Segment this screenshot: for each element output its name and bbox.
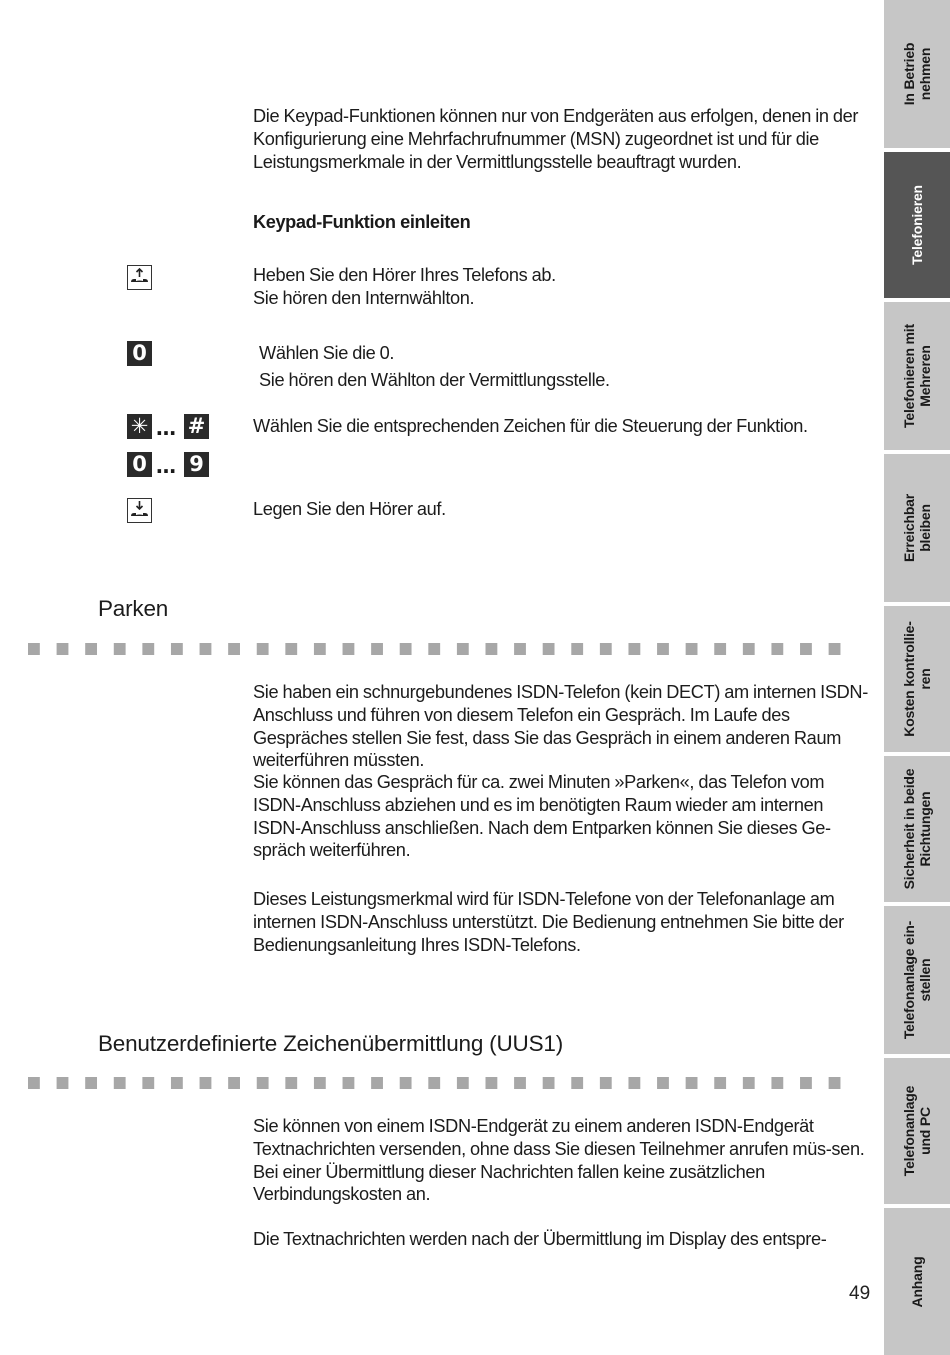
tab-label: Telefonieren — [909, 185, 925, 265]
section-title-uus1: Benutzerdefinierte Zeichenübermittlung (UUS1) — [98, 1031, 563, 1056]
tab-telefonieren-mit-mehreren[interactable] — [884, 302, 950, 450]
uus1-paragraph-2: Die Textnachrichten werden nach der Übermittlung im Display des entspre- — [253, 1229, 827, 1249]
parken-paragraph-2: Sie können das Gespräch für ca. zwei Minuten »Parken«, das Telefon vom ISDN-Anschluss abziehen und es im benötigten Raum wieder am internen ISDN-Anschluss anschließen. Nach dem Entparken können Sie dieses Ge-spräch weiterführen. — [253, 772, 831, 861]
tab-telefonieren[interactable] — [884, 152, 950, 298]
page-number: 49 — [849, 1283, 871, 1304]
step-lift-text: Heben Sie den Hörer Ihres Telefons ab. — [253, 265, 556, 285]
step-keys-text: Wählen Sie die entsprechenden Zeichen für die Steuerung der Funktion. — [253, 416, 808, 436]
tab-label: In Betrieb nehmen — [901, 42, 933, 106]
key-0-icon: 0 — [127, 341, 152, 366]
key-hash-icon: # — [184, 414, 209, 439]
tab-kosten-kontrollieren[interactable] — [884, 606, 950, 752]
tab-label: Kosten kontrollie- ren — [901, 621, 933, 737]
keypad-heading: Keypad-Funktion einleiten — [253, 212, 471, 232]
tab-telefonanlage-einstellen[interactable] — [884, 906, 950, 1054]
tab-anhang[interactable] — [884, 1208, 950, 1355]
section-divider — [28, 643, 848, 655]
tab-sicherheit[interactable] — [884, 756, 950, 902]
key-range-ellipsis: … — [156, 454, 175, 478]
intro-paragraph: Die Keypad-Funktionen können nur von Endgeräten aus erfolgen, denen in der Konfigurierung eine Mehrfachrufnummer (MSN) zugeordnet ist und für die Leistungsmerkmale in der Vermittlungsstelle beauftragt wurden. — [253, 106, 859, 172]
key-range-ellipsis: … — [156, 416, 175, 440]
step-dial-zero-text: Wählen Sie die 0. — [259, 343, 395, 363]
tab-label: Erreichbar bleiben — [901, 493, 933, 563]
section-title-parken: Parken — [98, 596, 169, 621]
tab-label: Telefonieren mit Mehreren — [901, 324, 933, 428]
step-dial-zero-text-2: Sie hören den Wählton der Vermittlungsstelle. — [259, 370, 610, 390]
tab-label: Sicherheit in beide Richtungen — [901, 768, 933, 890]
section-divider — [28, 1077, 848, 1089]
parken-paragraph-1: Sie haben ein schnurgebundenes ISDN-Telefon (kein DECT) am internen ISDN-Anschluss und führen von diesem Telefon ein Gespräch. Im Laufe des Gespräches stellen Sie fest, dass Sie das Gespräch in einem anderen Raum weiterführen müssten. — [253, 682, 868, 771]
uus1-paragraph-1: Sie können von einem ISDN-Endgerät zu einem anderen ISDN-Endgerät Textnachrichten versenden, ohne dass Sie diesen Teilnehmer anrufen müs-sen. Bei einer Übermittlung dieser Nachrichten fallen keine zusätzlichen Verbindungskosten an. — [253, 1116, 865, 1205]
parken-paragraph-3: Dieses Leistungsmerkmal wird für ISDN-Telefone von der Telefonanlage am internen ISDN-Anschluss unterstützt. Die Bedienung entnehmen Sie bitte der Bedienungsanleitung Ihres ISDN-Telefons. — [253, 889, 844, 955]
tab-in-betrieb-nehmen[interactable] — [884, 0, 950, 148]
handset-replace-icon — [127, 498, 152, 523]
key-9-icon: 9 — [184, 452, 209, 477]
chapter-tab-sidebar — [884, 0, 950, 1355]
tab-telefonanlage-und-pc[interactable] — [884, 1058, 950, 1204]
tab-label: Anhang — [909, 1256, 925, 1307]
tab-label: Telefonanlage ein- stellen — [901, 920, 933, 1040]
key-0-icon: 0 — [127, 452, 152, 477]
step-hangup-text: Legen Sie den Hörer auf. — [253, 499, 446, 519]
tab-label: Telefonanlage und PC — [901, 1085, 933, 1177]
tab-erreichbar-bleiben[interactable] — [884, 454, 950, 602]
handset-lift-icon — [127, 265, 152, 290]
step-lift-text-2: Sie hören den Internwählton. — [253, 288, 475, 308]
key-star-icon: ✳ — [127, 414, 152, 439]
